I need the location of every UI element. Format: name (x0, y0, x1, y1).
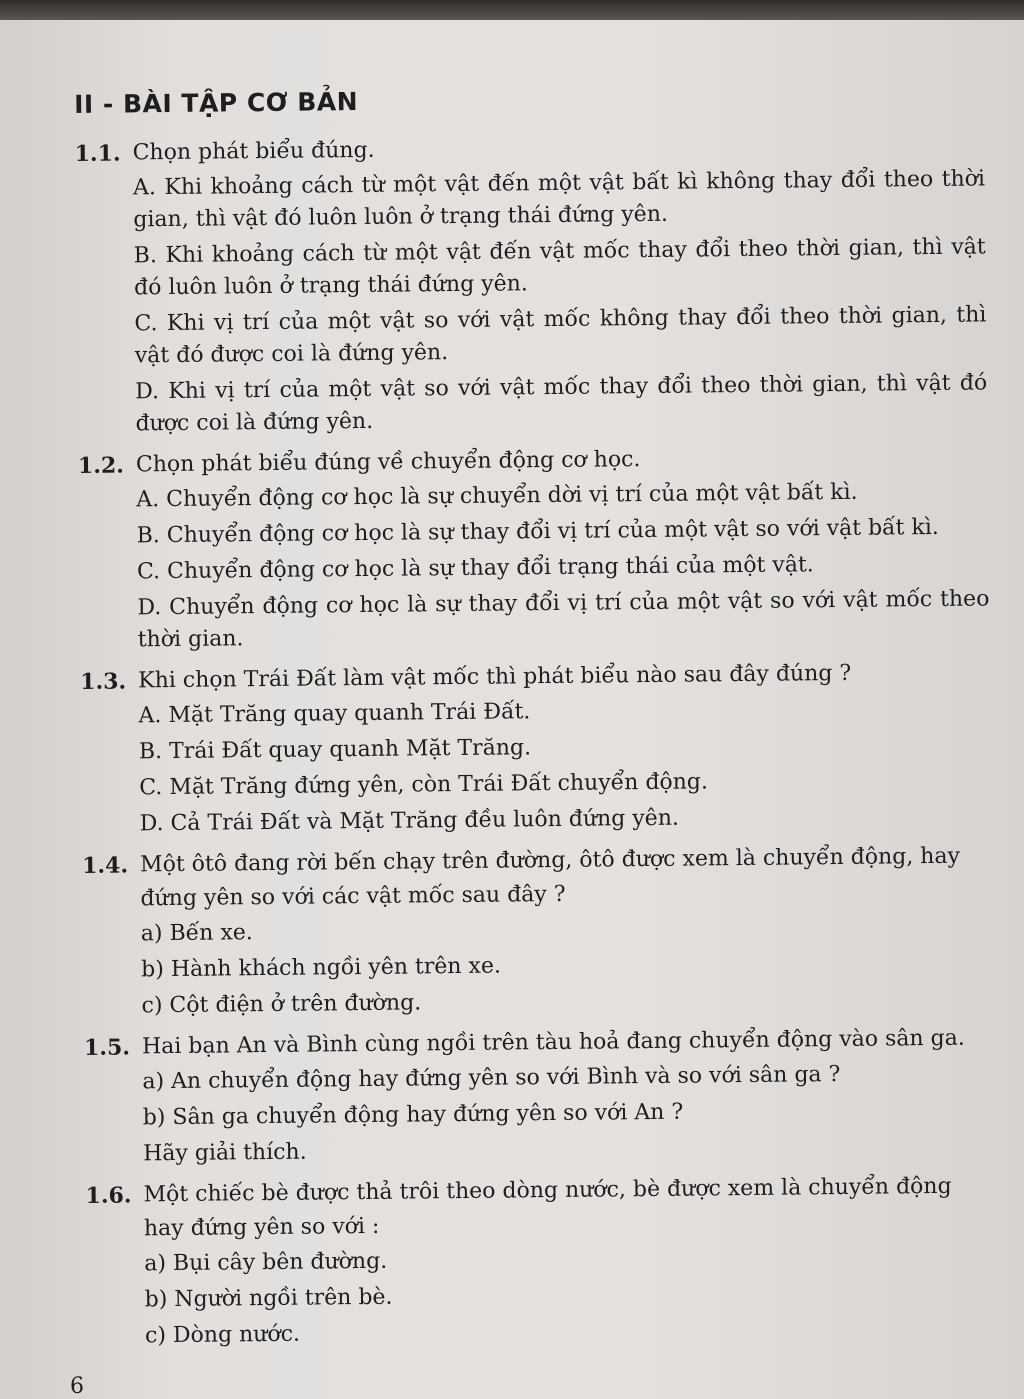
option-b: b) Người ngồi trên bè. (144, 1284, 393, 1313)
option-c: C. Khi vị trí của một vật so với vật mốc không thay đổi theo thời gian, thì vật đó được coi là đứng yên. (134, 302, 987, 369)
option-c: c) Cột điện ở trên đường. (141, 990, 422, 1019)
page-content (74, 80, 997, 1360)
option-c: c) Dòng nước. (144, 1321, 301, 1349)
question-1-1 (74, 127, 987, 441)
option-a: A. Chuyển động cơ học là sự chuyển dời vị trí của một vật bất kì. (136, 479, 858, 513)
option-a: A. Mặt Trăng quay quanh Trái Đất. (138, 699, 531, 729)
question-text: Một ôtô đang rời bến chạy trên đường, ôtô được xem là chuyển động, hay đứng yên so với các vật mốc sau đây ? (139, 843, 961, 912)
question-text: Chọn phát biểu đúng. (132, 137, 375, 166)
option-b: b) Sân ga chuyển động hay đứng yên so với An ? (142, 1099, 684, 1131)
option-c: C. Mặt Trăng đứng yên, còn Trái Đất chuyển động. (139, 769, 709, 801)
option-a: a) An chuyển động hay đứng yên so với Bình và so với sân ga ? (142, 1062, 841, 1095)
option-a: a) Bụi cây bên đường. (144, 1248, 388, 1277)
question-1-3 (80, 655, 992, 841)
option-a: a) Bến xe. (140, 920, 253, 947)
option-b: b) Hành khách ngồi yên trên xe. (141, 953, 502, 983)
book-binding-edge (0, 0, 1024, 20)
option-b: B. Khi khoảng cách từ một vật đến vật mốc thay đổi theo thời gian, thì vật đó luôn luôn ở trạng thái đứng yên. (133, 234, 986, 301)
question-number: 1.5. (83, 1034, 131, 1061)
question-number: 1.2. (77, 452, 125, 479)
page-number: 6 (70, 1374, 84, 1399)
section-title: II - BÀI TẬP CƠ BẢN (74, 87, 359, 119)
option-a: A. Khi khoảng cách từ một vật đến một vật bất kì không thay đổi theo thời gian, thì vật đó luôn luôn ở trạng thái đứng yên. (132, 166, 986, 233)
option-d: D. Chuyển động cơ học là sự thay đổi vị trí của một vật so với vật mốc theo thời gian. (137, 586, 990, 653)
question-number: 1.6. (85, 1182, 132, 1209)
question-1-2 (78, 439, 990, 657)
option-b: B. Trái Đất quay quanh Mặt Trăng. (138, 735, 532, 765)
question-note: Hãy giải thích. (143, 1139, 307, 1167)
question-number: 1.3. (80, 668, 127, 695)
question-1-5 (84, 1021, 995, 1171)
question-number: 1.1. (74, 140, 121, 167)
option-b: B. Chuyển động cơ học là sự thay đổi vị trí của một vật so với vật bất kì. (136, 514, 939, 549)
textbook-page (0, 20, 1024, 1399)
question-1-6 (85, 1169, 997, 1353)
question-number: 1.4. (81, 852, 129, 879)
question-text: Khi chọn Trái Đất làm vật mốc thì phát biểu nào sau đây đúng ? (138, 660, 852, 694)
question-1-4 (82, 839, 994, 1023)
question-text: Chọn phát biểu đúng về chuyển động cơ học. (135, 447, 641, 478)
option-c: C. Chuyển động cơ học là sự thay đổi trạng thái của một vật. (136, 552, 814, 585)
question-text: Hai bạn An và Bình cùng ngồi trên tàu hoả đang chuyển động vào sân ga. (141, 1025, 965, 1060)
option-d: D. Khi vị trí của một vật so với vật mốc thay đổi theo thời gian, thì vật đó được coi là đứng yên. (135, 370, 988, 437)
option-d: D. Cả Trái Đất và Mặt Trăng đều luôn đứng yên. (139, 805, 680, 837)
question-text: Một chiếc bè được thả trôi theo dòng nước, bè được xem là chuyển động hay đứng yên so với : (143, 1173, 952, 1242)
